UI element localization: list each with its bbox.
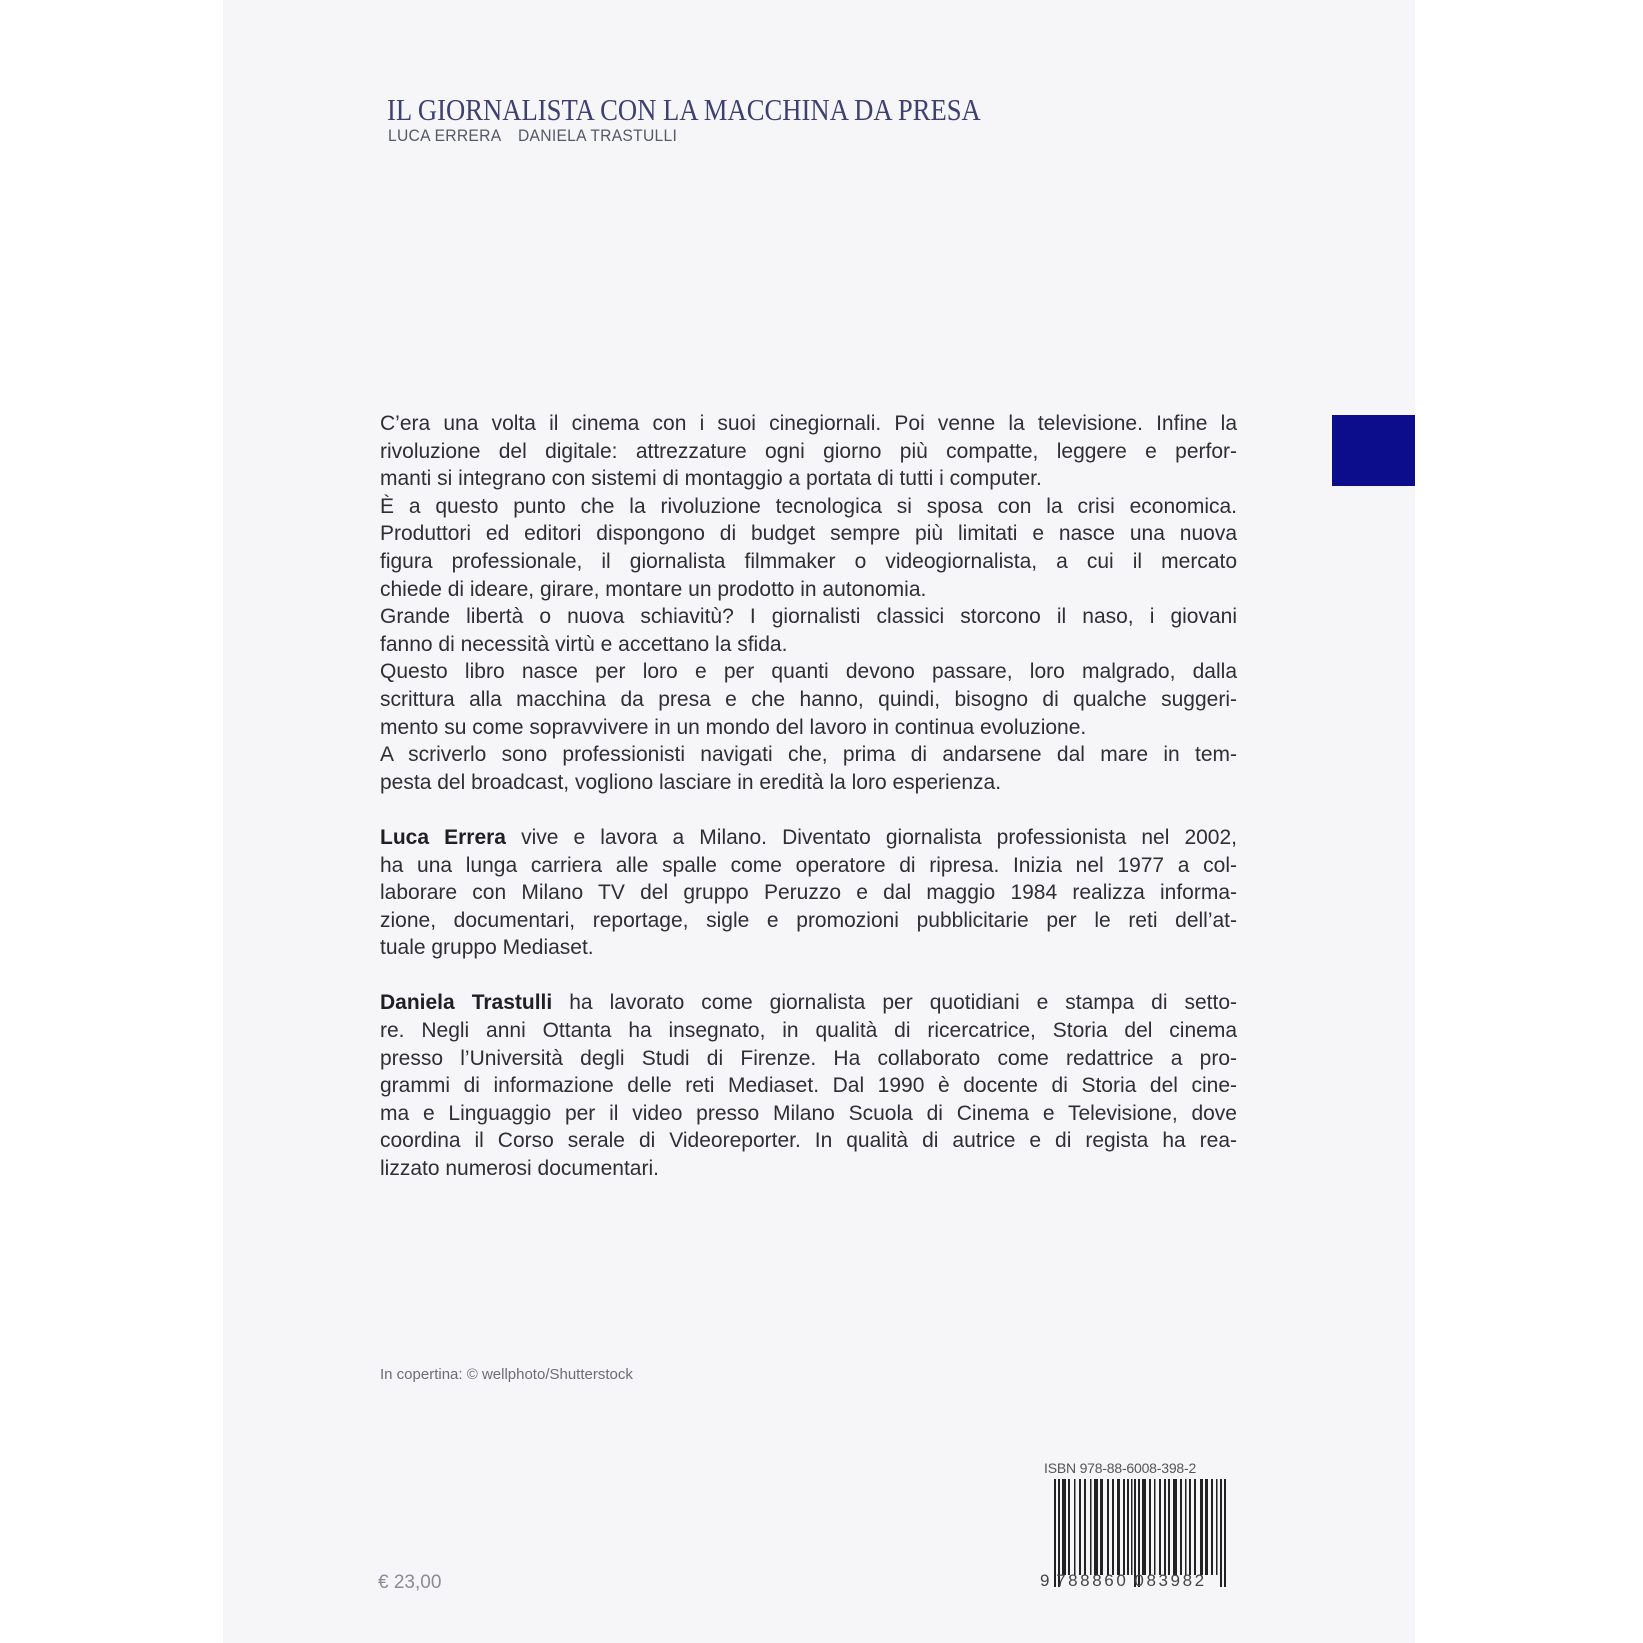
bio-text: vive e lavora a Milano. Diventato giornalista professionista nel 2002, bbox=[505, 825, 1237, 849]
barcode-digit-prefix: 9 bbox=[1040, 1571, 1053, 1590]
book-authors bbox=[388, 126, 677, 146]
text-line: coordina il Corso serale di Videoreporter. In qualità di autrice e di regista ha rea- bbox=[380, 1129, 1237, 1153]
author-bio-name: Luca Errera bbox=[380, 825, 506, 849]
blue-accent-tab bbox=[1332, 415, 1415, 486]
text-line: figura professionale, il giornalista filmmaker o videogiornalista, a cui il mercato bbox=[380, 549, 1237, 573]
text-line: È a questo punto che la rivoluzione tecnologica si sposa con la crisi economica. bbox=[380, 494, 1237, 518]
barcode-digits bbox=[1040, 1571, 1207, 1591]
text-line: Grande libertà o nuova schiavitù? I giornalisti classici storcono il naso, i giovani bbox=[380, 605, 1237, 629]
text-line bbox=[380, 989, 1237, 1017]
bio-text: ha lavorato come giornalista per quotidiani e stampa di setto- bbox=[552, 991, 1238, 1015]
author-name: DANIELA TRASTULLI bbox=[517, 126, 678, 145]
text-line: Produttori ed editori dispongono di budget sempre più limitati e nasce una nuova bbox=[380, 522, 1237, 546]
text-line: scrittura alla macchina da presa e che hanno, quindi, bisogno di qualche suggeri- bbox=[380, 687, 1237, 711]
back-cover-text bbox=[380, 410, 1237, 1183]
cover-photo-credit: In copertina: © wellphoto/Shutterstock bbox=[380, 1366, 633, 1383]
text-line: pesta del broadcast, vogliono lasciare in eredità la loro esperienza. bbox=[380, 770, 1002, 794]
text-line: rivoluzione del digitale: attrezzature ogni giorno più compatte, leggere e perfor- bbox=[380, 439, 1237, 463]
text-line: laborare con Milano TV del gruppo Peruzzo e dal maggio 1984 realizza informa- bbox=[380, 881, 1237, 905]
isbn-label: ISBN 978-88-6008-398-2 bbox=[1044, 1460, 1197, 1476]
price-label: € 23,00 bbox=[378, 1572, 442, 1593]
text-line: zione, documentari, reportage, sigle e promozioni pubblicitarie per le reti dell’at- bbox=[380, 908, 1237, 932]
text-line: grammi di informazione delle reti Mediaset. Dal 1990 è docente di Storia del cine- bbox=[380, 1074, 1237, 1098]
barcode-digits-right: 083982 bbox=[1134, 1571, 1207, 1590]
book-title: IL GIORNALISTA CON LA MACCHINA DA PRESA bbox=[387, 92, 981, 127]
text-line: C’era una volta il cinema con i suoi cinegiornali. Poi venne la televisione. Infine la bbox=[380, 412, 1237, 435]
author-bio-name: Daniela Trastulli bbox=[380, 991, 553, 1015]
text-line: presso l’Università degli Studi di Firenze. Ha collaborato come redattrice a pro- bbox=[380, 1046, 1237, 1070]
author-name: LUCA ERRERA bbox=[388, 126, 502, 145]
author-bio-trastulli bbox=[380, 989, 1237, 1182]
isbn-barcode-block bbox=[1040, 1460, 1236, 1600]
text-line: fanno di necessità virtù e accettano la sfida. bbox=[380, 632, 788, 656]
text-line bbox=[380, 824, 1237, 852]
text-line: tuale gruppo Mediaset. bbox=[380, 936, 594, 960]
text-line: ma e Linguaggio per il video presso Milano Scuola di Cinema e Televisione, dove bbox=[380, 1101, 1237, 1125]
text-line: lizzato numerosi documentari. bbox=[380, 1157, 659, 1181]
text-line: ha una lunga carriera alle spalle come operatore di ripresa. Inizia nel 1977 a col- bbox=[380, 853, 1237, 877]
author-bio-errera bbox=[380, 824, 1237, 962]
text-line: mento su come sopravvivere in un mondo del lavoro in continua evoluzione. bbox=[380, 715, 1087, 739]
text-line: Questo libro nasce per loro e per quanti devono passare, loro malgrado, dalla bbox=[380, 660, 1237, 684]
barcode-digits-left: 788860 bbox=[1056, 1571, 1129, 1590]
text-line: re. Negli anni Ottanta ha insegnato, in qualità di ricercatrice, Storia del cinema bbox=[380, 1019, 1237, 1043]
text-line: manti si integrano con sistemi di montaggio a portata di tutti i computer. bbox=[380, 467, 1042, 491]
text-line: A scriverlo sono professionisti navigati che, prima di andarsene dal mare in tem- bbox=[380, 743, 1237, 767]
text-line: chiede di ideare, girare, montare un prodotto in autonomia. bbox=[380, 577, 927, 601]
blurb-paragraph bbox=[380, 410, 1237, 796]
